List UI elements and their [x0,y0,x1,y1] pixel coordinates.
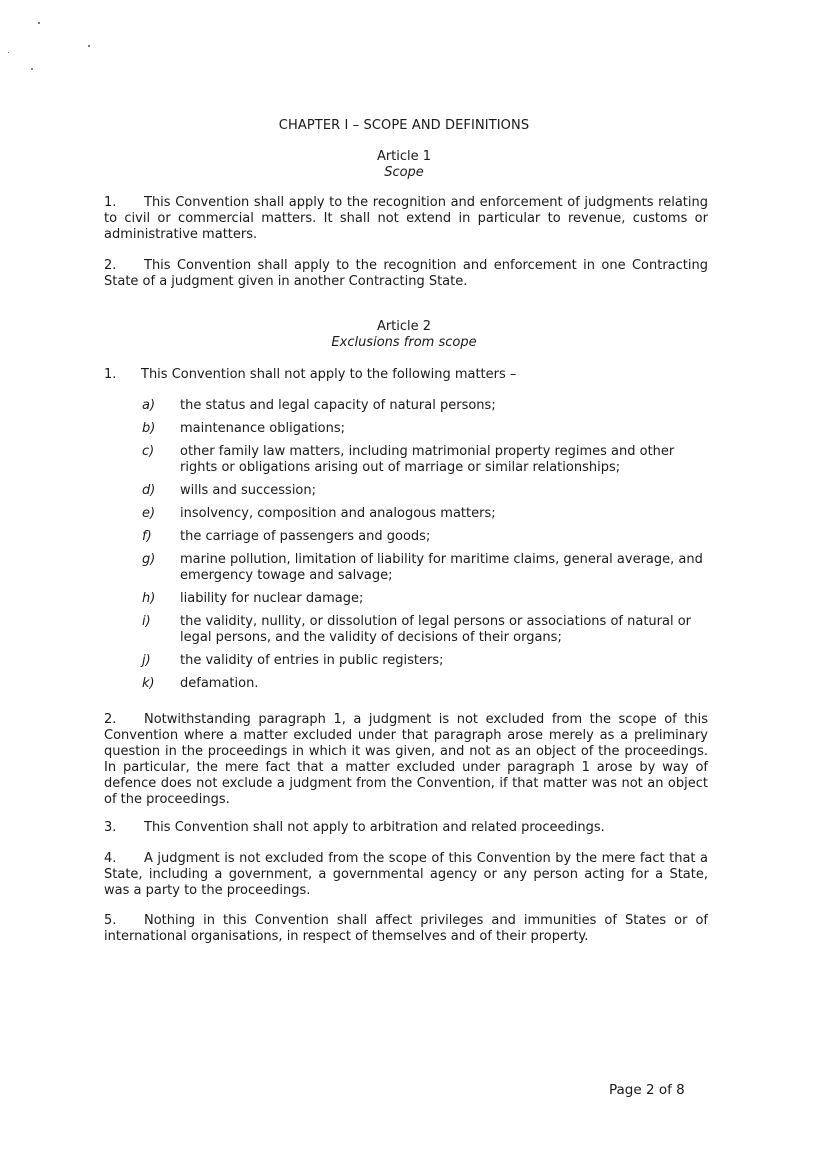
list-item [142,444,708,476]
chapter-title: CHAPTER I – SCOPE AND DEFINITIONS [278,118,530,133]
scan-speck [88,45,90,47]
paragraph-number: 1. [104,367,117,382]
article-2-paragraph-1 [104,367,516,383]
article-1-paragraph-1 [104,195,708,243]
paragraph-text: This Convention shall apply to the recognition and enforcement in one Contracting State of a judgment given in another Contracting State. [104,258,708,289]
paragraph-text: This Convention shall not apply to the following matters – [141,367,517,382]
list-item [142,552,708,584]
list-letter: c) [142,444,155,459]
paragraph-text: A judgment is not excluded from the scope of this Convention by the mere fact that a State, including a government, a governmental agency or any person acting for a State, was a party to the proceedings. [104,851,708,898]
page-number: Page 2 of 8 [609,1082,685,1098]
list-item [142,529,708,545]
list-text: insolvency, composition and analogous matters; [180,506,496,521]
paragraph-text: Notwithstanding paragraph 1, a judgment is not excluded from the scope of this Convention where a matter excluded under that paragraph arose merely as a preliminary question in the proceedings in which it was given, and not as an object of the proceedings. In particular, the mere fact that a matter excluded under paragraph 1 arose by way of defence does not exclude a judgment from the Convention, if that matter was not an object of the proceedings. [104,712,708,807]
paragraph-number: 5. [104,913,117,928]
list-letter: f) [142,529,152,544]
list-item [142,591,708,607]
list-text: marine pollution, limitation of liability for maritime claims, general average, and emergency towage and salvage; [180,552,703,583]
article-2-subtitle: Exclusions from scope [331,335,477,350]
list-text: liability for nuclear damage; [180,591,364,606]
list-text: maintenance obligations; [180,421,346,436]
list-text: other family law matters, including matrimonial property regimes and other rights or obligations arising out of marriage or similar relationships; [180,444,675,475]
scan-speck [38,22,40,24]
article-1-heading: Article 1 [376,149,432,164]
list-letter: h) [142,591,156,606]
list-text: wills and succession; [180,483,316,498]
list-item [142,421,708,437]
list-letter: j) [142,653,151,668]
list-text: the validity of entries in public registers; [180,653,444,668]
list-text: the status and legal capacity of natural persons; [180,398,496,413]
list-letter: d) [142,483,156,498]
paragraph-number: 4. [104,851,117,866]
list-item [142,653,708,669]
paragraph-number: 2. [104,258,117,273]
list-item [142,398,708,414]
paragraph-text: This Convention shall apply to the recognition and enforcement of judgments relating to civil or commercial matters. It shall not extend in particular to revenue, customs or administrative matters. [104,195,708,242]
paragraph-number: 3. [104,820,117,835]
list-text: defamation. [180,676,259,691]
list-letter: i) [142,614,151,629]
list-text: the validity, nullity, or dissolution of legal persons or associations of natural or legal persons, and the validity of decisions of their organs; [180,614,692,645]
list-item [142,676,708,692]
scan-speck [8,52,9,53]
list-letter: e) [142,506,156,521]
scan-speck [31,68,33,70]
list-letter: b) [142,421,156,436]
article-2-paragraph-2 [104,712,708,808]
list-text: the carriage of passengers and goods; [180,529,431,544]
exclusions-list [142,398,708,699]
list-item [142,483,708,499]
list-letter: k) [142,676,155,691]
paragraph-number: 1. [104,195,117,210]
article-2-paragraph-4 [104,851,708,899]
article-1-subtitle: Scope [384,165,424,180]
list-item [142,614,708,646]
list-letter: a) [142,398,156,413]
article-1-paragraph-2 [104,258,708,290]
article-2-paragraph-3 [104,820,708,836]
article-2-heading: Article 2 [376,319,432,334]
paragraph-number: 2. [104,712,117,727]
list-letter: g) [142,552,156,567]
paragraph-text: Nothing in this Convention shall affect privileges and immunities of States or of international organisations, in respect of themselves and of their property. [104,913,708,944]
paragraph-text: This Convention shall not apply to arbitration and related proceedings. [144,820,605,835]
list-item [142,506,708,522]
article-2-paragraph-5 [104,913,708,945]
